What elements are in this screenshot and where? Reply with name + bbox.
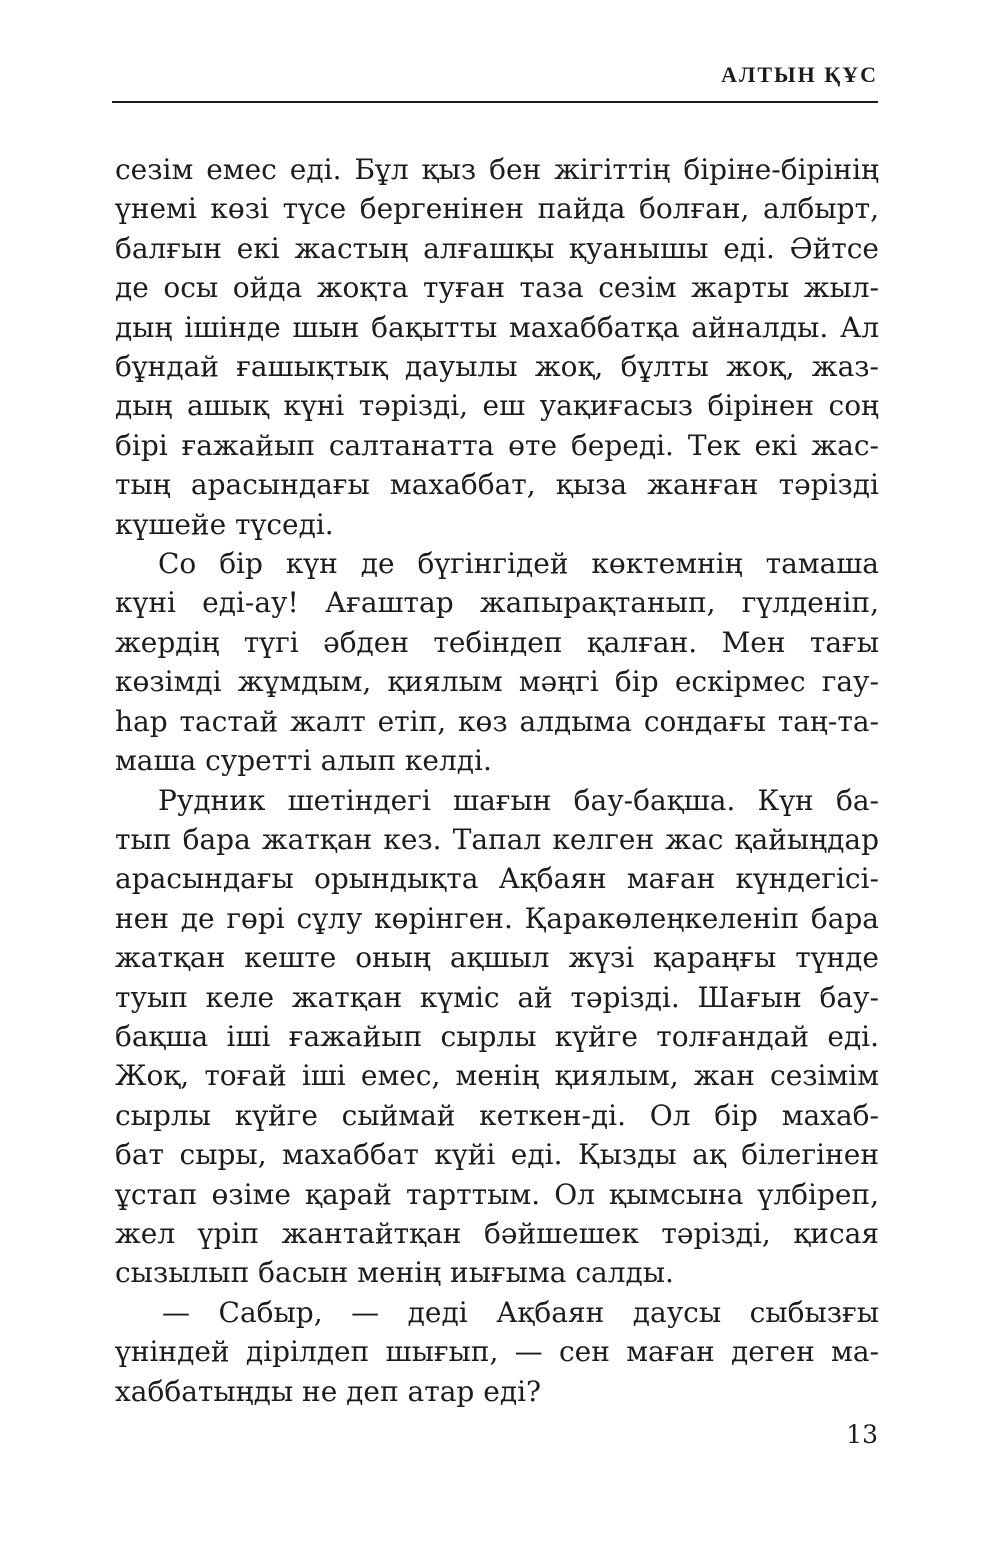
text-line: де осы ойда жоқта туған таза сезім жарты жыл-	[115, 271, 879, 305]
text-line: арасындағы орындықта Ақбаян маған күндегісі-	[115, 862, 879, 896]
text-line: тың арасындағы махаббат, қыза жанған тәрізді	[115, 468, 879, 502]
text-line: күні еді-ау! Ағаштар жапырақтанып, гүлденіп,	[115, 586, 879, 620]
text-line: Со бір күн де бүгінгідей көктемнің тамаша	[158, 547, 879, 581]
text-line: жердің түгі әбден тебіндеп қалған. Мен тағы	[115, 625, 879, 659]
running-head: АЛТЫН ҚҰС	[721, 62, 878, 87]
text-line: сызылып басын менің иығыма салды.	[115, 1256, 674, 1290]
text-line: сезім емес еді. Бұл қыз бен жігіттің біріне-бірінің	[115, 153, 879, 186]
header-rule	[112, 101, 878, 103]
text-line: тып бара жатқан кез. Тапал келген жас қайыңдар	[115, 822, 879, 856]
text-line: бұндай ғашықтық дауылы жоқ, бұлты жоқ, жаз-	[115, 350, 879, 384]
text-line: жел үріп жантайтқан бәйшешек тәрізді, қисая	[115, 1216, 879, 1250]
text-line: ұстап өзіме қарай тарттым. Ол қымсына үлбіреп,	[115, 1177, 879, 1211]
text-line: бірі ғажайып салтанатта өте береді. Тек екі жас-	[115, 428, 879, 462]
paragraph	[115, 781, 879, 1293]
text-line: балғын екі жастың алғашқы қуанышы еді. Әйтсе	[115, 231, 879, 265]
text-line: һар тастай жалт етіп, көз алдыма сондағы таң-та-	[115, 704, 879, 738]
text-line: күшейе түседі.	[115, 507, 334, 541]
text-line: Жоқ, тоғай іші емес, менің қиялым, жан сезімім	[115, 1059, 879, 1093]
text-line: туып келе жатқан күміс ай тәрізді. Шағын бау-	[115, 980, 879, 1014]
text-line: — Сабыр, — деді Ақбаян даусы сыбызғы	[162, 1295, 879, 1329]
text-line: үніндей дірілдеп шығып, — сен маған деген ма-	[115, 1335, 879, 1369]
text-line: маша суретті алып келді.	[115, 744, 492, 778]
text-line: хаббатыңды не деп атар еді?	[115, 1374, 542, 1408]
paragraph	[115, 150, 879, 544]
text-line: дың ішінде шын бақытты махаббатқа айналды. Ал	[115, 310, 879, 344]
text-line: бақша іші ғажайып сырлы күйге толғандай еді.	[115, 1019, 879, 1053]
page-number: 13	[846, 1420, 878, 1449]
text-line: дың ашық күні тәрізді, еш уақиғасыз бірінен соң	[115, 389, 879, 423]
text-line: үнемі көзі түсе бергенінен пайда болған, албырт,	[115, 192, 879, 226]
paragraph	[115, 544, 879, 780]
text-line: сырлы күйге сыймай кеткен-ді. Ол бір махаб-	[115, 1098, 879, 1132]
text-line: нен де гөрі сұлу көрінген. Қаракөлеңкеленіп бара	[115, 901, 879, 935]
text-line: бат сыры, махаббат күйі еді. Қызды ақ білегінен	[115, 1138, 879, 1172]
text-line: Рудник шетіндегі шағын бау-бақша. Күн ба-	[158, 783, 879, 817]
body-text	[115, 150, 879, 1411]
text-line: жатқан кеште оның ақшыл жүзі қараңғы түнде	[115, 941, 879, 975]
text-line: көзімді жұмдым, қиялым мәңгі бір ескірмес гау-	[115, 665, 879, 699]
paragraph	[115, 1293, 879, 1411]
